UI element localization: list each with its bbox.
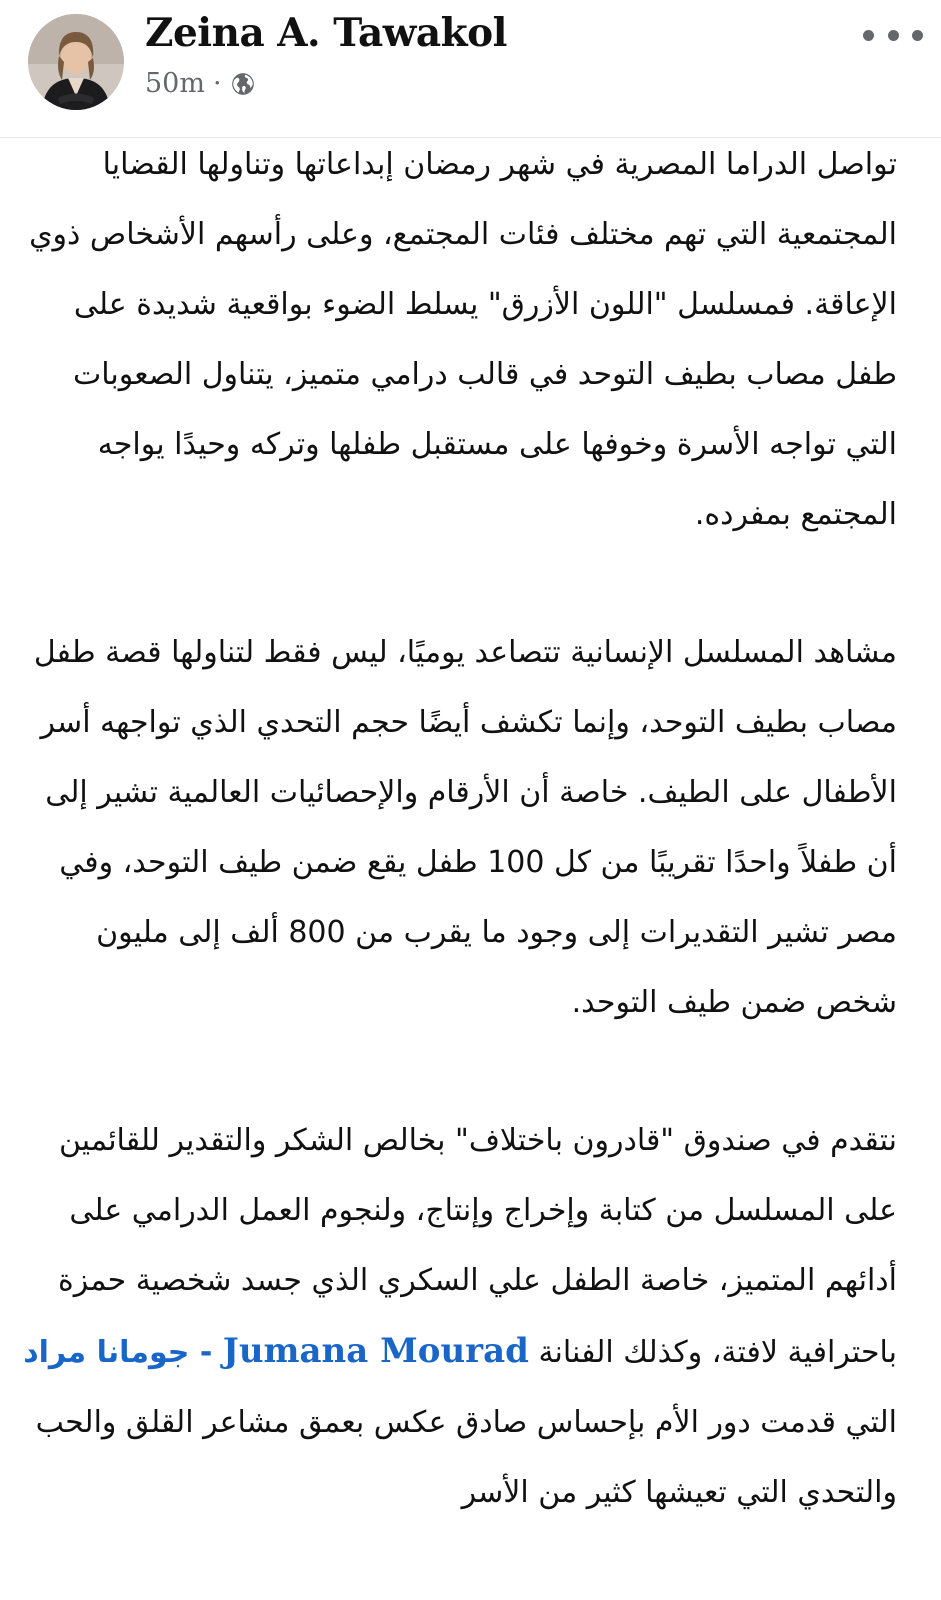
post-header [0,0,941,138]
profile-photo-icon [28,14,124,110]
globe-icon [230,71,256,97]
post-paragraph-2: مشاهد المسلسل الإنسانية تتصاعد يوميًا، ليس فقط لتناولها قصة طفل مصاب بطيف التوحد، وإنما تكشف أيضًا حجم التحدي الذي تواجهه أسر الأطفال على الطيف. خاصة أن الأرقام والإحصائيات العالمية تشير إلى أن طفلاً واحدًا تقريبًا من كل 100 طفل يقع ضمن طيف التوحد، وفي مصر تشير التقديرات إلى وجود ما يقرب من 800 ألف إلى مليون شخص ضمن طيف التوحد. [33,635,897,1020]
post-text [22,130,897,1528]
post-meta [145,68,256,99]
paragraph-3-after: التي قدمت دور الأم بإحساس صادق عكس بعمق مشاعر القلق والحب والتحدي التي تعيشها كثير من الأسر [35,1405,897,1510]
mention-latin-name: Jumana Mourad [222,1331,529,1371]
more-horizontal-icon[interactable] [863,20,923,50]
avatar[interactable] [28,14,124,110]
post-paragraph-1: تواصل الدراما المصرية في شهر رمضان إبداعاتها وتناولها القضايا المجتمعية التي تهم مختلف فئات المجتمع، وعلى رأسهم الأشخاص ذوي الإعاقة. فمسلسل "اللون الأزرق" يسلط الضوء بواقعية شديدة على طفل مصاب بطيف التوحد في قالب درامي متميز، يتناول الصعوبات التي تواجه الأسرة وخوفها على مستقبل طفلها وتركه وحيدًا يواجه المجتمع بمفرده. [29,147,897,532]
paragraph-3-before: نتقدم في صندوق "قادرون باختلاف" بخالص الشكر والتقدير للقائمين على المسلسل من كتابة وإخراج وإنتاج، ولنجوم العمل الدرامي على أدائهم المتميز، خاصة الطفل علي السكري الذي جسد شخصية حمزة باحترافية لافتة، وكذلك الفنانة [58,1123,897,1370]
mention-separator: - [189,1335,223,1370]
post-timestamp[interactable]: 50m [145,68,205,99]
post-paragraph-3 [22,1106,897,1528]
author-name[interactable]: Zeina A. Tawakol [145,10,507,56]
mention-link-jumana-mourad[interactable] [23,1331,529,1371]
meta-separator: · [212,68,222,99]
mention-arabic-name: جومانا مراد [23,1335,190,1370]
